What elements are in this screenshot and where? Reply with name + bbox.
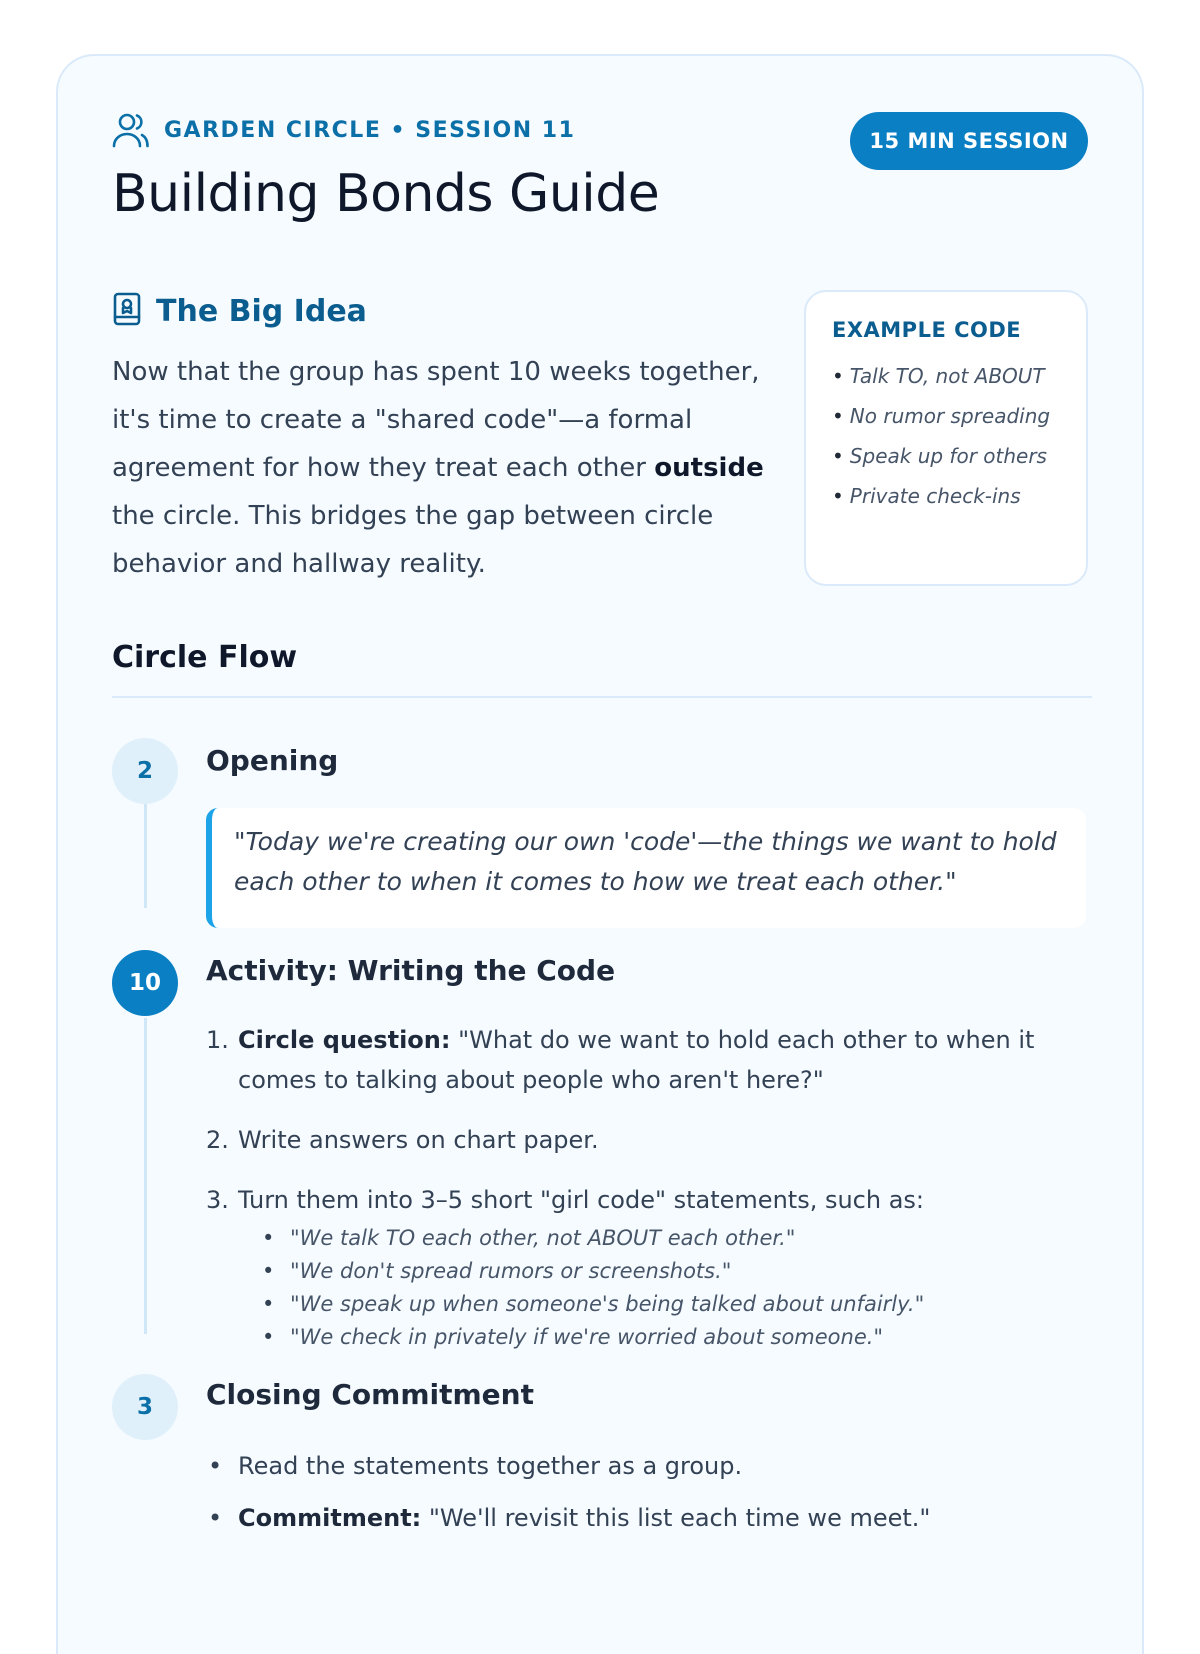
example-code-text: No rumor spreading xyxy=(849,404,1051,428)
example-code-text: Speak up for others xyxy=(849,444,1047,468)
bullet: • xyxy=(832,444,844,468)
item-text: "We'll revisit this list each time we meet." xyxy=(421,1504,931,1532)
step-minutes-badge: 3 xyxy=(112,1374,178,1440)
example-code-text: Private check-ins xyxy=(849,484,1021,508)
circle-flow-heading: Circle Flow xyxy=(112,640,298,675)
step-title-opening: Opening xyxy=(206,744,339,777)
example-code-box xyxy=(804,290,1088,586)
step-minutes-badge: 10 xyxy=(112,950,178,1016)
big-idea-text-part: the circle. This bridges the gap between circle behavior and hallway reality. xyxy=(112,501,714,579)
bullet: • xyxy=(832,484,844,508)
activity-steps xyxy=(206,1020,1086,1374)
list-item xyxy=(206,1020,1086,1100)
book-icon xyxy=(112,292,142,330)
session-eyebrow: GARDEN CIRCLE • SESSION 11 xyxy=(164,117,576,143)
step-minutes-badge: 2 xyxy=(112,738,178,804)
users-icon xyxy=(112,112,150,148)
list-item xyxy=(206,1180,1086,1354)
item-text: Write answers on chart paper. xyxy=(238,1126,599,1154)
timeline-connector xyxy=(144,1018,147,1334)
example-code-label: EXAMPLE CODE xyxy=(832,318,1022,342)
big-idea-title: The Big Idea xyxy=(156,293,367,329)
code-statements xyxy=(262,1222,1086,1354)
code-statement: • "We check in privately if we're worried about someone." xyxy=(262,1321,1086,1354)
item-text: Turn them into 3–5 short "girl code" statements, such as: xyxy=(238,1186,925,1214)
item-text: "What do we want to hold each other to when it comes to talking about people who aren't here?" xyxy=(238,1026,1035,1094)
list-number: 2. xyxy=(206,1126,229,1154)
guide-card xyxy=(56,54,1144,1654)
bullet: • xyxy=(832,404,844,428)
list-number: 1. xyxy=(206,1026,229,1054)
timeline-connector xyxy=(144,804,147,908)
opening-quote: "Today we're creating our own 'code'—the things we want to hold each other to when it comes to how we treat each other." xyxy=(206,808,1086,928)
closing-steps xyxy=(206,1446,1086,1550)
example-code-text: Talk TO, not ABOUT xyxy=(849,364,1045,388)
big-idea-text-part: Now that the group has spent 10 weeks together, it's time to create a "shared code"—a formal agreement for how they treat each other xyxy=(112,357,760,483)
example-code-item xyxy=(832,436,1086,476)
duration-badge: 15 MIN SESSION xyxy=(850,112,1088,170)
example-code-item xyxy=(832,356,1086,396)
example-code-item xyxy=(832,396,1086,436)
code-statement: • "We talk TO each other, not ABOUT each other." xyxy=(262,1222,1086,1255)
code-statement: • "We don't spread rumors or screenshots." xyxy=(262,1255,1086,1288)
divider xyxy=(112,696,1092,698)
example-code-item xyxy=(832,476,1086,516)
big-idea-heading xyxy=(112,292,367,330)
code-statement: • "We speak up when someone's being talked about unfairly." xyxy=(262,1288,1086,1321)
big-idea-emphasis: outside xyxy=(654,453,764,483)
item-label: Commitment: xyxy=(238,1504,422,1532)
list-number: 3. xyxy=(206,1186,229,1214)
item-text: Read the statements together as a group. xyxy=(238,1452,743,1480)
step-title-closing: Closing Commitment xyxy=(206,1378,534,1411)
list-item xyxy=(206,1498,1086,1538)
list-item xyxy=(206,1446,1086,1486)
session-meta xyxy=(112,112,575,148)
page-title: Building Bonds Guide xyxy=(112,164,660,224)
big-idea-text xyxy=(112,348,772,588)
bullet: • xyxy=(832,364,844,388)
item-label: Circle question: xyxy=(238,1026,451,1054)
step-title-activity: Activity: Writing the Code xyxy=(206,954,616,987)
list-item xyxy=(206,1120,1086,1160)
